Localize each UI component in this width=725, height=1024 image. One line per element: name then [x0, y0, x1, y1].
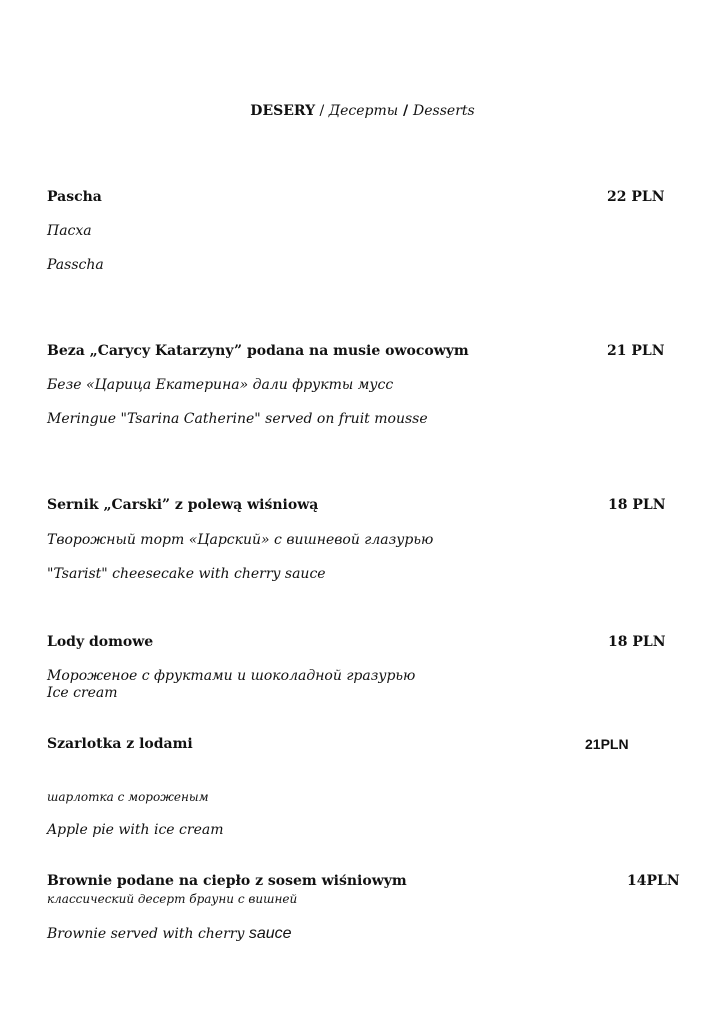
item-name-sernik: Sernik „Carski” z polewą wiśniową	[47, 497, 319, 513]
item-name-lody: Lody domowe	[47, 634, 154, 650]
item-english-pascha: Passcha	[47, 257, 104, 273]
item-name-szarlotka: Szarlotka z lodami	[47, 736, 193, 752]
item-price-szarlotka: 21PLN	[585, 736, 629, 752]
heading-russian: Десерты	[328, 103, 399, 119]
item-russian-beza: Безе «Царица Екатерина» дали фрукты мусс	[47, 377, 394, 393]
menu-section-heading	[0, 104, 725, 118]
heading-english: Desserts	[413, 103, 475, 119]
heading-separator: /	[315, 103, 329, 119]
item-english-beza: Meringue "Tsarina Catherine" served on fruit mousse	[47, 411, 428, 427]
item-price-beza: 21 PLN	[607, 343, 665, 359]
item-english-sernik: "Tsarist" cheesecake with cherry sauce	[47, 566, 326, 582]
item-price-sernik: 18 PLN	[608, 497, 666, 513]
item-english-brownie-part2: sauce	[248, 925, 292, 942]
item-russian-brownie: классический десерт брауни с вишней	[47, 892, 298, 906]
item-name-beza: Beza „Carycy Katarzyny” podana na musie owocowym	[47, 343, 469, 359]
item-price-pascha: 22 PLN	[607, 189, 665, 205]
item-russian-lody: Мороженое с фруктами и шоколадной гразурью	[47, 668, 416, 684]
item-name-brownie: Brownie podane na ciepło z sosem wiśniowym	[47, 873, 407, 889]
heading-polish: DESERY	[250, 103, 316, 119]
item-russian-szarlotka: шарлотка с мороженым	[47, 790, 209, 804]
item-english-lody: Ice cream	[47, 685, 118, 701]
item-price-brownie: 14PLN	[627, 873, 680, 889]
item-price-lody: 18 PLN	[608, 634, 666, 650]
item-name-pascha: Pascha	[47, 189, 102, 205]
item-english-szarlotka: Apple pie with ice cream	[47, 822, 224, 838]
heading-separator: /	[398, 103, 414, 119]
item-english-brownie	[47, 926, 292, 942]
item-russian-sernik: Творожный торт «Царский» с вишневой глазурью	[47, 532, 434, 548]
item-english-brownie-part1: Brownie served with cherry	[47, 926, 249, 942]
item-russian-pascha: Пасха	[47, 223, 92, 239]
